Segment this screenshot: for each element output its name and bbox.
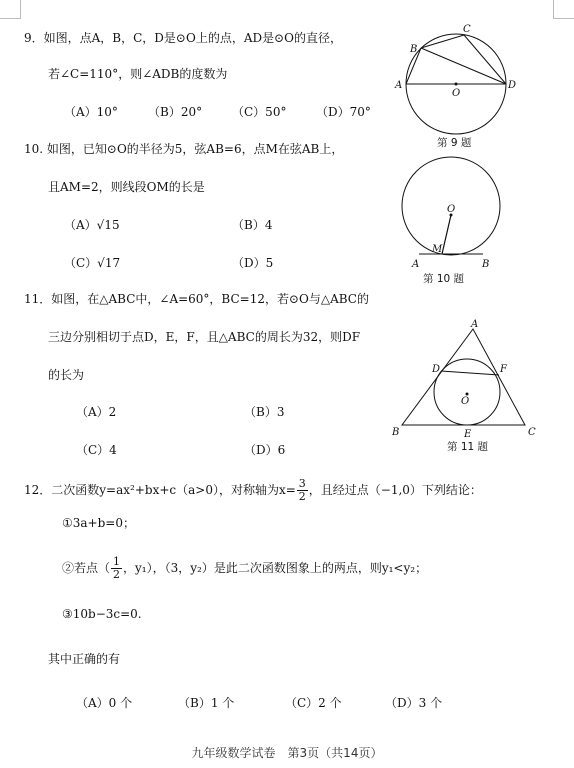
q11-stem-line2: 三边分别相切于点D，E，F，且△ABC的周长为32，则DF (48, 330, 361, 344)
q9-option-d: （D）70° (316, 105, 371, 119)
q9-option-a: （A）10° (64, 105, 118, 119)
q11-label-c: C (528, 427, 536, 438)
q10-label-o: O (447, 204, 456, 215)
q9-option-c: （C）50° (232, 105, 287, 119)
q11-incircle (434, 359, 500, 425)
q12-axis-numerator: 3 (298, 477, 306, 490)
q10-option-d: （D）5 (232, 256, 274, 270)
q10-figure-caption: 第 10 题 (423, 273, 465, 285)
page-footer: 九年级数学试卷 第3页（共14页） (191, 746, 383, 760)
q10-label-a: A (412, 259, 420, 270)
q11-stem-line3: 的长为 (48, 368, 85, 382)
q12-stem-post: ，且经过点（−1,0）下列结论： (308, 483, 482, 497)
q12-option-a: （A）0 个 (76, 696, 133, 710)
q11-segment-df (441, 371, 499, 375)
q11-option-b: （B）3 (244, 405, 285, 419)
q11-triangle-diagram (391, 319, 536, 440)
q12-item2-denominator: 2 (113, 568, 121, 581)
q11-label-b: B (392, 427, 400, 438)
q9-option-b: （B）20° (148, 105, 203, 119)
q12-axis-fraction (297, 478, 308, 503)
q9-stem-line2: 若∠C=110°，则∠ADB的度数为 (48, 67, 228, 81)
q11-triangle (402, 329, 525, 425)
q12-item2-post: ，y₁），（3，y₂）是此二次函数图象上的两点，则y₁<y₂； (123, 561, 428, 575)
q11-option-d: （D）6 (244, 443, 286, 457)
q9-stem-line1: 9．如图，点A，B，C，D是⊙O上的点，AD是⊙O的直径， (24, 31, 342, 45)
q9-label-d: D (508, 80, 517, 91)
q10-label-b: B (482, 259, 490, 270)
q12-stem (24, 476, 482, 504)
q9-label-a: A (395, 80, 403, 91)
q11-label-d: D (432, 364, 441, 375)
q12-option-c: （C）2 个 (285, 696, 342, 710)
q10-option-c: （C）√17 (64, 256, 121, 270)
q10-stem-line1: 10. 如图，已知⊙O的半径为5，弦AB=6，点M在弦AB上， (24, 142, 344, 156)
q12-prompt: 其中正确的有 (48, 652, 121, 666)
q12-item2-fraction (111, 556, 122, 581)
q9-figure-caption: 第 9 题 (437, 137, 472, 149)
q12-item3: ③10b−3c=0. (62, 607, 142, 621)
q9-label-o: O (452, 88, 461, 99)
q12-option-b: （B）1 个 (178, 696, 235, 710)
q11-stem-line1: 11．如图，在△ABC中，∠A=60°，BC=12，若⊙O与△ABC的 (24, 292, 369, 306)
q11-label-e: E (464, 429, 472, 440)
q11-figure-caption: 第 11 题 (447, 441, 489, 453)
q10-option-a: （A）√15 (64, 218, 120, 232)
q12-stem-pre: 12．二次函数y=ax²+bx+c（a>0），对称轴为x= (24, 483, 296, 497)
q9-label-b: B (410, 44, 418, 55)
q11-label-a: A (471, 319, 479, 330)
q11-option-a: （A）2 (76, 405, 117, 419)
q10-stem-line2: 且AM=2，则线段OM的长是 (48, 180, 205, 194)
q10-option-b: （B）4 (232, 218, 273, 232)
q12-item2-pre: ②若点（ (62, 561, 111, 575)
q10-label-m: M (432, 244, 443, 255)
q12-item1: ①3a+b=0； (62, 516, 135, 530)
q12-item2 (62, 554, 427, 582)
q12-axis-denominator: 2 (298, 490, 306, 503)
q9-label-c: C (463, 24, 471, 35)
q11-option-c: （C）4 (76, 443, 117, 457)
q11-label-f: F (500, 364, 507, 375)
q12-item2-numerator: 1 (113, 555, 121, 568)
q12-option-d: （D）3 个 (385, 696, 443, 710)
q11-label-o: O (461, 396, 470, 407)
